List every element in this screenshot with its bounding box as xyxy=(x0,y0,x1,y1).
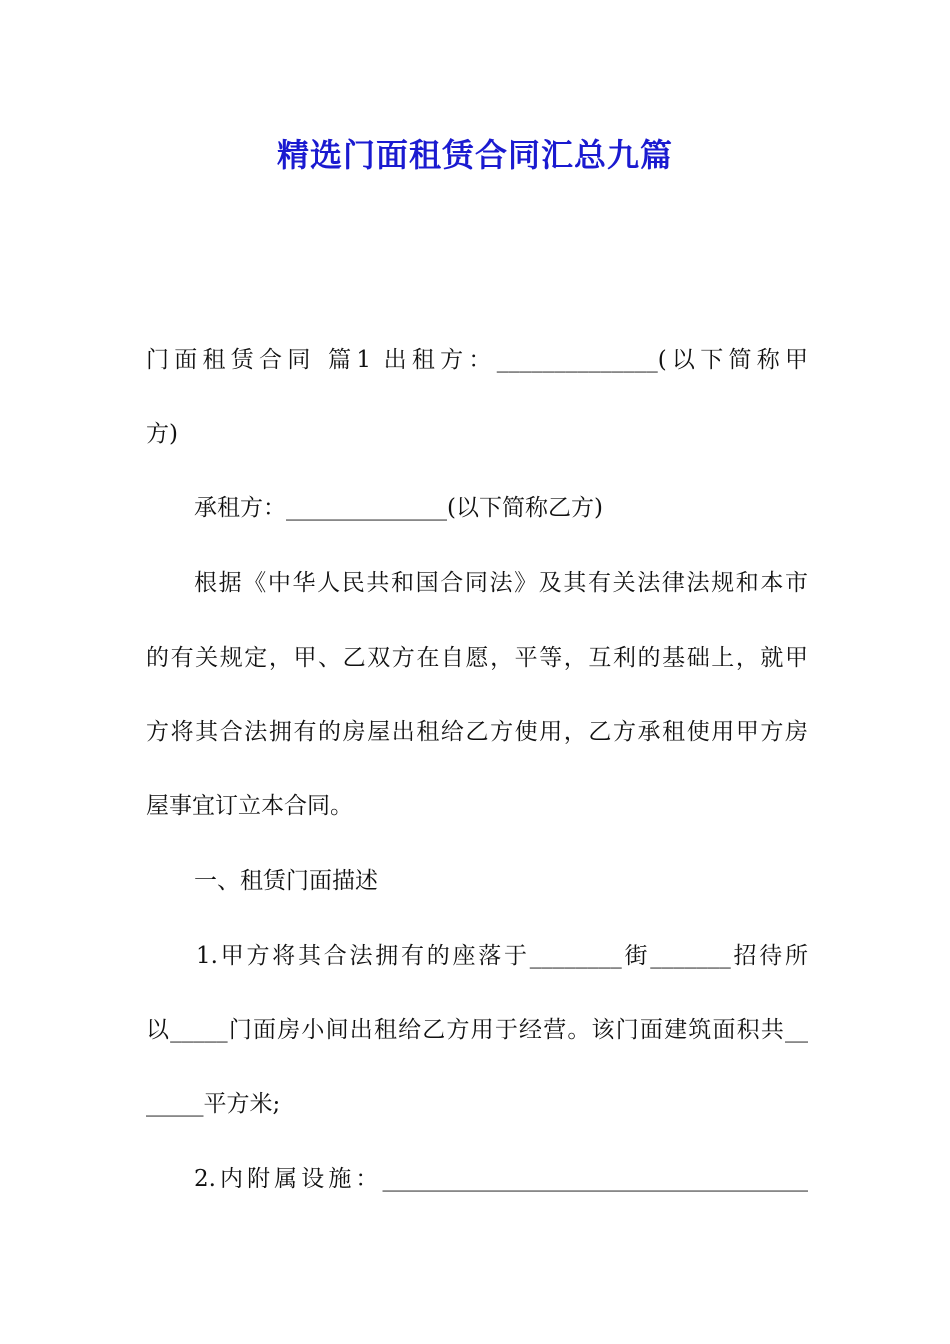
document-title: 精选门面租赁合同汇总九篇 xyxy=(276,136,673,174)
paragraph-line: 的有关规定，甲、乙双方在自愿，平等，互利的基础上，就甲 xyxy=(146,645,808,671)
clause-line: 以_____门面房小间出租给乙方用于经营。该门面建筑面积共__ xyxy=(146,1017,808,1043)
clause-line: 2.内附属设施：_____________________________________ xyxy=(194,1166,808,1192)
paragraph-line: 方将其合法拥有的房屋出租给乙方使用，乙方承租使用甲方房 xyxy=(146,719,808,745)
paragraph-line: 方) xyxy=(146,421,178,447)
paragraph-line: 根据《中华人民共和国合同法》及其有关法律法规和本市 xyxy=(194,570,808,596)
lessee-line: 承租方：______________(以下简称乙方) xyxy=(194,495,603,521)
paragraph-line: 屋事宜订立本合同。 xyxy=(146,793,353,819)
section-heading: 一、租赁门面描述 xyxy=(194,868,378,894)
clause-line: 1.甲方将其合法拥有的座落于________街_______招待所 xyxy=(196,943,808,969)
contract-heading-line: 门面租赁合同 篇1 出租方：______________(以下简称甲 xyxy=(146,347,808,373)
clause-line: _____平方米; xyxy=(146,1091,281,1117)
